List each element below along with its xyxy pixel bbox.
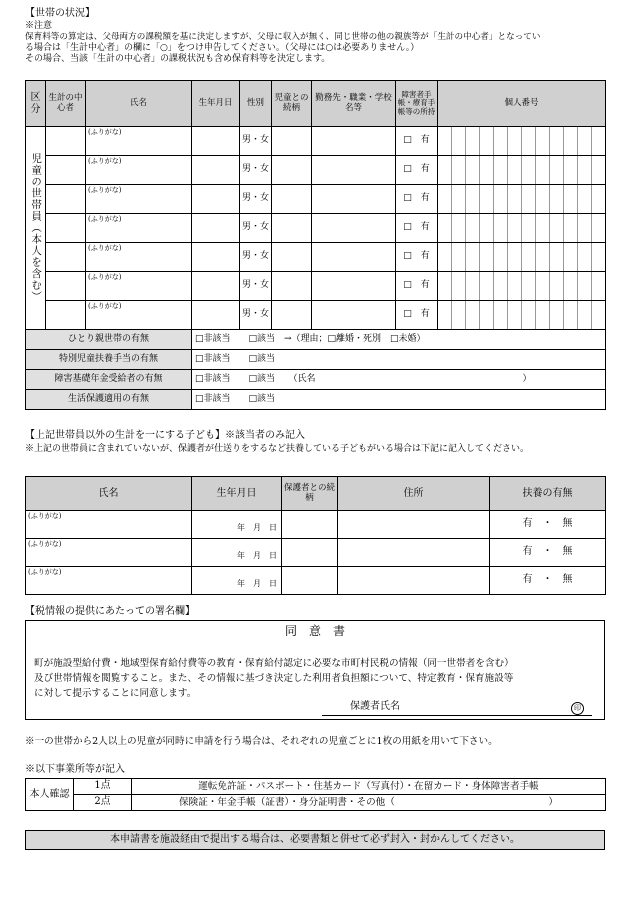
- status-label: ひとり親世帯の有無: [26, 330, 192, 350]
- mynumber-digit-cell[interactable]: [591, 127, 605, 155]
- relation-cell[interactable]: [272, 156, 312, 185]
- consent-line: に対して提示することに同意します。: [34, 688, 197, 699]
- mynumber-cell[interactable]: [438, 272, 606, 301]
- handicap-cell[interactable]: □ 有: [396, 301, 438, 330]
- consent-line: 及び世帯情報を閲覧すること。また、その情報に基づき決定した利用者負担額について、特定教育・保育施設等: [34, 673, 514, 684]
- mynumber-digit-cell[interactable]: [535, 156, 549, 184]
- mynumber-digit-cell[interactable]: [535, 127, 549, 155]
- household-row: [26, 243, 606, 272]
- center-cell[interactable]: [46, 301, 86, 330]
- relation-cell[interactable]: [272, 127, 312, 156]
- dep-support-cell[interactable]: 有 ・ 無: [490, 539, 606, 567]
- furigana-label: (ふりがな): [28, 512, 62, 520]
- mynumber-digit-cell[interactable]: [465, 272, 479, 300]
- household-table: [25, 80, 606, 410]
- mynumber-digit-cell[interactable]: [577, 301, 591, 329]
- mynumber-digit-cell[interactable]: [549, 127, 563, 155]
- name-cell[interactable]: [86, 214, 192, 243]
- workplace-cell[interactable]: [312, 156, 396, 185]
- dependents-section-title: 【上記世帯員以外の生計を一にする子ども】※該当者のみ記入: [25, 430, 305, 441]
- mynumber-digit-cell[interactable]: [549, 301, 563, 329]
- mynumber-digit-cell[interactable]: [507, 156, 521, 184]
- mynumber-cell[interactable]: [438, 214, 606, 243]
- workplace-cell[interactable]: [312, 243, 396, 272]
- mynumber-digit-cell[interactable]: [521, 243, 535, 271]
- dependent-row: [26, 539, 606, 567]
- signature-line[interactable]: [322, 701, 592, 716]
- household-row: [26, 214, 606, 243]
- mynumber-digit-cell[interactable]: [591, 301, 605, 329]
- mynumber-digit-cell[interactable]: [479, 214, 493, 242]
- household-section-title: 【世帯の状況】: [25, 8, 95, 19]
- mynumber-digit-cell[interactable]: [438, 243, 451, 271]
- dep-address-cell[interactable]: [338, 567, 490, 595]
- birth-cell[interactable]: [192, 214, 240, 243]
- consent-box: [25, 620, 605, 720]
- mynumber-digit-cell[interactable]: [563, 185, 577, 213]
- sex-cell[interactable]: 男・女: [240, 214, 272, 243]
- sex-cell[interactable]: 男・女: [240, 127, 272, 156]
- dep-name-cell[interactable]: [26, 567, 192, 595]
- dependents-note: ※上記の世帯員に含まれていないが、保護者が仕送りをするなど扶養している子どもがいる場合は下記に記入してください。: [25, 444, 530, 454]
- mynumber-digit-cell[interactable]: [577, 243, 591, 271]
- mynumber-digit-cell[interactable]: [521, 156, 535, 184]
- dep-support-cell[interactable]: 有 ・ 無: [490, 567, 606, 595]
- mynumber-digit-cell[interactable]: [535, 243, 549, 271]
- mynumber-digit-cell[interactable]: [451, 272, 465, 300]
- dep-relation-cell[interactable]: [282, 511, 338, 539]
- birth-cell[interactable]: [192, 243, 240, 272]
- header-relation: 児童との続柄: [272, 81, 312, 127]
- mynumber-digit-cell[interactable]: [438, 214, 451, 242]
- identity-points: 2点: [74, 795, 132, 811]
- workplace-cell[interactable]: [312, 185, 396, 214]
- workplace-cell[interactable]: [312, 272, 396, 301]
- birth-cell[interactable]: [192, 272, 240, 301]
- sex-cell[interactable]: 男・女: [240, 272, 272, 301]
- mynumber-digit-cell[interactable]: [479, 127, 493, 155]
- mynumber-digit-cell[interactable]: [549, 272, 563, 300]
- name-cell[interactable]: [86, 156, 192, 185]
- name-cell[interactable]: [86, 127, 192, 156]
- dep-header-support: 扶養の有無: [490, 477, 606, 511]
- handicap-cell[interactable]: □ 有: [396, 185, 438, 214]
- dep-name-cell[interactable]: [26, 511, 192, 539]
- consent-section-title: 【税情報の提供にあたっての署名欄】: [25, 606, 195, 617]
- furigana-label: (ふりがな): [88, 128, 122, 136]
- dependent-row: [26, 567, 606, 595]
- header-mynumber: 個人番号: [438, 81, 606, 127]
- household-row: [26, 127, 606, 156]
- workplace-cell[interactable]: [312, 214, 396, 243]
- name-cell[interactable]: [86, 272, 192, 301]
- furigana-label: (ふりがな): [88, 186, 122, 194]
- status-value[interactable]: □非該当 □該当: [192, 350, 606, 370]
- workplace-cell[interactable]: [312, 301, 396, 330]
- relation-cell[interactable]: [272, 301, 312, 330]
- dep-birth-cell[interactable]: 年 月 日: [192, 567, 282, 595]
- household-notes: [25, 21, 615, 65]
- mynumber-digit-cell[interactable]: [563, 214, 577, 242]
- handicap-cell[interactable]: □ 有: [396, 243, 438, 272]
- dep-relation-cell[interactable]: [282, 567, 338, 595]
- mynumber-digit-cell[interactable]: [479, 156, 493, 184]
- mynumber-digit-cell[interactable]: [451, 214, 465, 242]
- handicap-cell[interactable]: □ 有: [396, 272, 438, 301]
- birth-cell[interactable]: [192, 301, 240, 330]
- header-birth: 生年月日: [192, 81, 240, 127]
- mynumber-cell[interactable]: [438, 301, 606, 330]
- mynumber-digit-cell[interactable]: [493, 156, 507, 184]
- mynumber-digit-cell[interactable]: [577, 185, 591, 213]
- consent-heading: 同 意 書: [284, 624, 345, 638]
- mynumber-digit-cell[interactable]: [451, 156, 465, 184]
- status-value[interactable]: □非該当 □該当 （氏名 ）: [192, 370, 606, 390]
- mynumber-digit-cell[interactable]: [521, 214, 535, 242]
- mynumber-cell[interactable]: [438, 127, 606, 156]
- furigana-label: (ふりがな): [88, 302, 122, 310]
- furigana-label: (ふりがな): [88, 244, 122, 252]
- mynumber-digit-cell[interactable]: [549, 243, 563, 271]
- mynumber-digit-cell[interactable]: [591, 214, 605, 242]
- dependents-table: [25, 476, 606, 595]
- dep-birth-cell[interactable]: 年 月 日: [192, 539, 282, 567]
- multi-child-note: ※一の世帯から2人以上の児童が同時に申請を行う場合は、それぞれの児童ごとに1枚の用紙を用いて下さい。: [25, 736, 498, 747]
- note-line: る場合は「生計中心者」の欄に「○」をつけ申告してください。（父母には○は必要ありません。）: [25, 42, 420, 53]
- center-cell[interactable]: [46, 127, 86, 156]
- mynumber-digit-cell[interactable]: [479, 272, 493, 300]
- mynumber-digit-cell[interactable]: [451, 301, 465, 329]
- dep-support-cell[interactable]: 有 ・ 無: [490, 511, 606, 539]
- mynumber-digit-cell[interactable]: [549, 214, 563, 242]
- dep-header-relation: 保護者との続柄: [282, 477, 338, 511]
- center-cell[interactable]: [46, 156, 86, 185]
- household-row: [26, 156, 606, 185]
- center-cell[interactable]: [46, 272, 86, 301]
- dep-birth-cell[interactable]: 年 月 日: [192, 511, 282, 539]
- center-cell[interactable]: [46, 185, 86, 214]
- header-handicap: 障害者手帳・療育手帳等の所持: [396, 81, 438, 127]
- dep-name-cell[interactable]: [26, 539, 192, 567]
- signature-label: 保護者氏名: [350, 701, 400, 712]
- mynumber-digit-cell[interactable]: [438, 156, 451, 184]
- dep-relation-cell[interactable]: [282, 539, 338, 567]
- sex-cell[interactable]: 男・女: [240, 301, 272, 330]
- mynumber-digit-cell[interactable]: [521, 185, 535, 213]
- mynumber-digit-cell[interactable]: [507, 301, 521, 329]
- dep-address-cell[interactable]: [338, 511, 490, 539]
- mynumber-digit-cell[interactable]: [507, 214, 521, 242]
- header-sex: 性別: [240, 81, 272, 127]
- office-section-title: ※以下事業所等が記入: [25, 764, 125, 775]
- furigana-label: (ふりがな): [88, 273, 122, 281]
- mynumber-digit-cell[interactable]: [591, 156, 605, 184]
- header-kubun: 区分: [26, 81, 46, 127]
- mynumber-digit-cell[interactable]: [465, 243, 479, 271]
- sex-cell[interactable]: 男・女: [240, 185, 272, 214]
- status-label: 特別児童扶養手当の有無: [26, 350, 192, 370]
- birth-cell[interactable]: [192, 127, 240, 156]
- mynumber-cell[interactable]: [438, 185, 606, 214]
- dep-header-address: 住所: [338, 477, 490, 511]
- name-cell[interactable]: [86, 301, 192, 330]
- handicap-cell[interactable]: □ 有: [396, 214, 438, 243]
- mynumber-digit-cell[interactable]: [493, 272, 507, 300]
- mynumber-digit-cell[interactable]: [591, 243, 605, 271]
- mynumber-digit-cell[interactable]: [521, 272, 535, 300]
- furigana-label: (ふりがな): [88, 215, 122, 223]
- mynumber-digit-cell[interactable]: [493, 127, 507, 155]
- note-line: 保育料等の算定は、父母両方の課税額を基に決定しますが、父母に収入が無く、同じ世帯の他の親族等が「生計の中心者」となってい: [25, 32, 541, 43]
- identity-docs: 運転免許証・パスポート・住基カード（写真付）・在留カード・身体障害者手帳: [132, 779, 606, 795]
- mynumber-digit-cell[interactable]: [438, 272, 451, 300]
- relation-cell[interactable]: [272, 214, 312, 243]
- mynumber-cell[interactable]: [438, 156, 606, 185]
- identity-docs: 保険証・年金手帳（証書）・身分証明書・その他（ ）: [132, 795, 606, 811]
- mynumber-digit-cell[interactable]: [465, 214, 479, 242]
- consent-body: [34, 656, 600, 701]
- status-value[interactable]: □非該当 □該当 →（理由；□離婚・死別 □未婚）: [192, 330, 606, 350]
- household-row: [26, 272, 606, 301]
- mynumber-digit-cell[interactable]: [507, 185, 521, 213]
- relation-cell[interactable]: [272, 185, 312, 214]
- consent-line: 町が施設型給付費・地域型保育給付費等の教育・保育給付認定に必要な市町村民税の情報（同一世帯者を含む）: [34, 658, 514, 669]
- mynumber-digit-cell[interactable]: [465, 301, 479, 329]
- mynumber-digit-cell[interactable]: [563, 243, 577, 271]
- mynumber-digit-cell[interactable]: [521, 301, 535, 329]
- furigana-label: (ふりがな): [28, 568, 62, 576]
- mynumber-digit-cell[interactable]: [577, 214, 591, 242]
- note-line: ※注意: [25, 21, 53, 31]
- seal-icon: 印: [571, 702, 584, 715]
- household-row: [26, 185, 606, 214]
- mynumber-digit-cell[interactable]: [535, 272, 549, 300]
- relation-cell[interactable]: [272, 243, 312, 272]
- mynumber-digit-cell[interactable]: [535, 214, 549, 242]
- mynumber-digit-cell[interactable]: [507, 243, 521, 271]
- mynumber-digit-cell[interactable]: [493, 243, 507, 271]
- mynumber-digit-cell[interactable]: [591, 272, 605, 300]
- sex-cell[interactable]: 男・女: [240, 156, 272, 185]
- mynumber-digit-cell[interactable]: [479, 185, 493, 213]
- mynumber-digit-cell[interactable]: [438, 301, 451, 329]
- mynumber-digit-cell[interactable]: [465, 156, 479, 184]
- mynumber-digit-cell[interactable]: [451, 127, 465, 155]
- mynumber-digit-cell[interactable]: [563, 301, 577, 329]
- birth-cell[interactable]: [192, 156, 240, 185]
- handicap-cell[interactable]: □ 有: [396, 127, 438, 156]
- sex-cell[interactable]: 男・女: [240, 243, 272, 272]
- handicap-cell[interactable]: □ 有: [396, 156, 438, 185]
- mynumber-cell[interactable]: [438, 243, 606, 272]
- furigana-label: (ふりがな): [28, 540, 62, 548]
- mynumber-digit-cell[interactable]: [507, 272, 521, 300]
- identity-points: 1点: [74, 779, 132, 795]
- mynumber-digit-cell[interactable]: [479, 243, 493, 271]
- header-center: 生計の中心者: [46, 81, 86, 127]
- mynumber-digit-cell[interactable]: [438, 127, 451, 155]
- status-value[interactable]: □非該当 □該当: [192, 390, 606, 410]
- relation-cell[interactable]: [272, 272, 312, 301]
- mynumber-digit-cell[interactable]: [577, 156, 591, 184]
- mynumber-digit-cell[interactable]: [591, 185, 605, 213]
- workplace-cell[interactable]: [312, 127, 396, 156]
- mynumber-digit-cell[interactable]: [451, 185, 465, 213]
- dep-header-name: 氏名: [26, 477, 192, 511]
- mynumber-digit-cell[interactable]: [577, 127, 591, 155]
- mynumber-digit-cell[interactable]: [465, 127, 479, 155]
- center-cell[interactable]: [46, 214, 86, 243]
- mynumber-digit-cell[interactable]: [535, 185, 549, 213]
- mynumber-digit-cell[interactable]: [521, 127, 535, 155]
- birth-cell[interactable]: [192, 185, 240, 214]
- mynumber-digit-cell[interactable]: [535, 301, 549, 329]
- mynumber-digit-cell[interactable]: [577, 272, 591, 300]
- dep-header-birth: 生年月日: [192, 477, 282, 511]
- mynumber-digit-cell[interactable]: [451, 243, 465, 271]
- mynumber-digit-cell[interactable]: [563, 272, 577, 300]
- status-label: 生活保護適用の有無: [26, 390, 192, 410]
- mynumber-digit-cell[interactable]: [438, 185, 451, 213]
- note-line: その場合、当該「生計の中心者」の課税状況も含め保育料等を決定します。: [25, 54, 331, 65]
- mynumber-digit-cell[interactable]: [493, 301, 507, 329]
- row-group-label: 児童の世帯員（本人を含む）: [26, 127, 46, 330]
- header-name: 氏名: [86, 81, 192, 127]
- bottom-notice: 本申請書を施設経由で提出する場合は、必要書類と併せて必ず封入・封かんしてください。: [25, 830, 605, 850]
- name-cell[interactable]: [86, 185, 192, 214]
- mynumber-digit-cell[interactable]: [549, 185, 563, 213]
- name-cell[interactable]: [86, 243, 192, 272]
- center-cell[interactable]: [46, 243, 86, 272]
- identity-label: 本人確認: [26, 779, 74, 811]
- mynumber-digit-cell[interactable]: [493, 185, 507, 213]
- dependent-row: [26, 511, 606, 539]
- header-workplace: 勤務先・職業・学校名等: [312, 81, 396, 127]
- status-label: 障害基礎年金受給者の有無: [26, 370, 192, 390]
- mynumber-digit-cell[interactable]: [549, 156, 563, 184]
- mynumber-digit-cell[interactable]: [563, 127, 577, 155]
- dep-address-cell[interactable]: [338, 539, 490, 567]
- mynumber-digit-cell[interactable]: [479, 301, 493, 329]
- identity-table: [25, 778, 606, 811]
- mynumber-digit-cell[interactable]: [507, 127, 521, 155]
- household-row: [26, 301, 606, 330]
- mynumber-digit-cell[interactable]: [563, 156, 577, 184]
- furigana-label: (ふりがな): [88, 157, 122, 165]
- mynumber-digit-cell[interactable]: [465, 185, 479, 213]
- mynumber-digit-cell[interactable]: [493, 214, 507, 242]
